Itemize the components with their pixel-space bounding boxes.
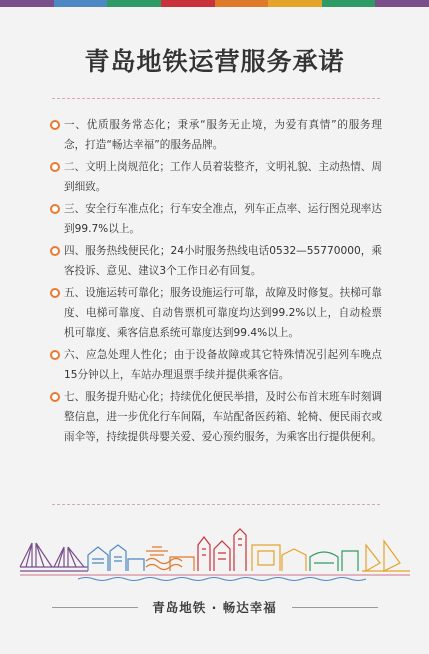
bottom-dashed-divider — [52, 504, 380, 505]
promise-text: 一、优质服务常态化；秉承“服务无止境，为爱有真情”的服务理念，打造“畅达幸福”的服务品牌。 — [64, 119, 382, 151]
footer-slogan: 青岛地铁 · 畅达幸福 — [152, 600, 277, 615]
bridge-drawing — [20, 543, 88, 571]
promise-item — [46, 387, 382, 447]
stripe-segment — [268, 0, 322, 7]
building-drawing — [88, 545, 144, 571]
stripe-segment — [161, 0, 215, 7]
promise-item — [46, 115, 382, 155]
bullet-icon — [50, 246, 60, 256]
stripe-segment — [0, 0, 54, 7]
promise-text: 五、设施运转可靠化；服务设施运行可靠，故障及时修复。扶梯可靠度、电梯可靠度、自动售票机可靠度均达到99.2%以上，自动检票机可靠度、乘客信息系统可靠度达到99.4%以上。 — [64, 287, 382, 339]
stripe-segment — [107, 0, 161, 7]
bullet-icon — [50, 350, 60, 360]
promise-text: 二、文明上岗规范化；工作人员着装整齐，文明礼貌、主动热情、周到细致。 — [64, 161, 382, 193]
bullet-icon — [50, 120, 60, 130]
promise-item — [46, 199, 382, 239]
promise-item — [46, 345, 382, 385]
promise-item — [46, 241, 382, 281]
stadium-drawing — [310, 551, 358, 571]
stripe-segment — [375, 0, 429, 7]
top-color-stripe — [0, 0, 429, 7]
tower-drawing — [198, 529, 246, 571]
bullet-icon — [50, 204, 60, 214]
promise-text: 三、安全行车准点化；行车安全准点，列车正点率、运行图兑现率达到99.7%以上。 — [64, 203, 382, 235]
promise-item — [46, 283, 382, 343]
ground-lines — [20, 575, 410, 581]
stripe-segment — [215, 0, 269, 7]
stripe-segment — [322, 0, 376, 7]
page-title: 青岛地铁运营服务承诺 — [84, 47, 345, 76]
top-dashed-divider — [52, 98, 380, 99]
promise-text: 七、服务提升贴心化；持续优化便民举措，及时公布首末班车时刻调整信息，进一步优化行车间隔，车站配备医药箱、轮椅、便民雨衣或雨伞等，持续提供母婴关爱、爱心预约服务，为乘客出行提供便利。 — [64, 391, 382, 443]
bullet-icon — [50, 162, 60, 172]
bullet-icon — [50, 392, 60, 402]
square-building-drawing — [252, 545, 306, 571]
stripe-segment — [54, 0, 108, 7]
city-skyline-illustration — [18, 527, 412, 587]
footer-right-line — [292, 607, 378, 608]
promise-text: 四、服务热线便民化；24小时服务热线电话0532—55770000，乘客投诉、意见、建议3个工作日必有回复。 — [64, 245, 382, 277]
promise-list — [46, 115, 382, 449]
bullet-icon — [50, 288, 60, 298]
wave-drawing — [146, 547, 194, 571]
promise-text: 六、应急处理人性化；由于设备故障或其它特殊情况引起列车晚点15分钟以上，车站办理退票手续并提供乘客信。 — [64, 349, 382, 381]
sail-drawing — [362, 541, 410, 571]
promise-item — [46, 157, 382, 197]
